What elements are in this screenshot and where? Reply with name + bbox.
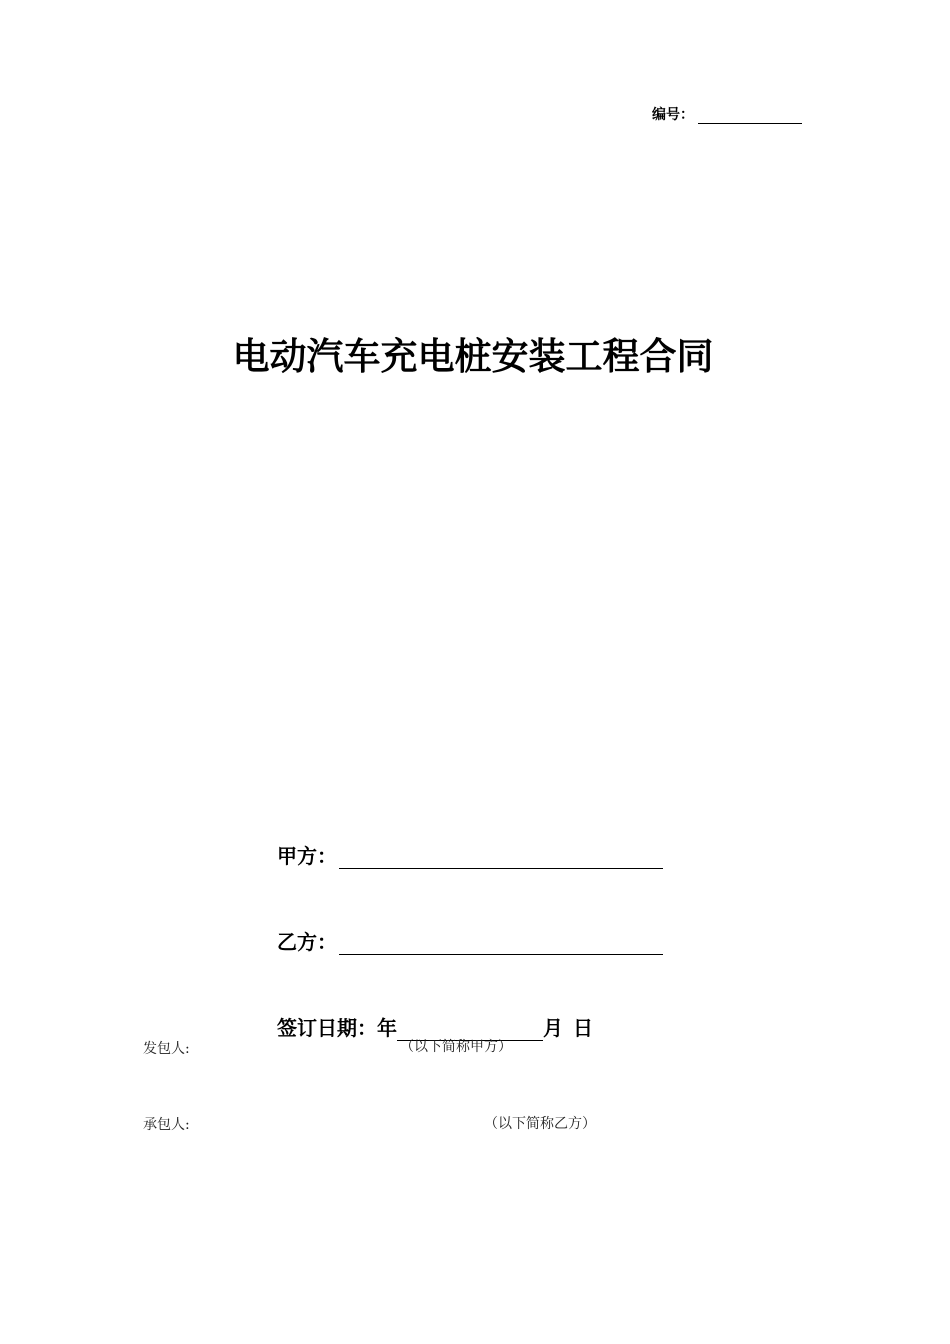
serial-number-line bbox=[652, 104, 802, 124]
contract-title-text: 电动汽车充电桩安装工程合同 bbox=[232, 335, 714, 378]
contract-title bbox=[0, 326, 950, 380]
contractor-label: 承包人: bbox=[143, 1117, 190, 1133]
serial-number-blank bbox=[698, 108, 802, 124]
signing-date-label: 签订日期： bbox=[277, 1016, 377, 1040]
signing-year-label: 年 bbox=[377, 1016, 397, 1040]
party-a-label: 甲方： bbox=[277, 844, 337, 868]
party-a-line bbox=[277, 840, 663, 869]
serial-number-label: 编号： bbox=[652, 107, 694, 123]
employer-label: 发包人: bbox=[143, 1041, 190, 1057]
party-a-blank bbox=[339, 847, 663, 869]
party-b-line bbox=[277, 926, 663, 955]
contractor-note: （以下简称乙方） bbox=[484, 1116, 596, 1132]
signing-day-label: 日 bbox=[573, 1016, 593, 1040]
employer-note: （以下简称甲方） bbox=[400, 1039, 512, 1055]
party-b-blank bbox=[339, 933, 663, 955]
signing-month-label: 月 bbox=[543, 1016, 563, 1040]
party-b-label: 乙方： bbox=[277, 930, 337, 954]
